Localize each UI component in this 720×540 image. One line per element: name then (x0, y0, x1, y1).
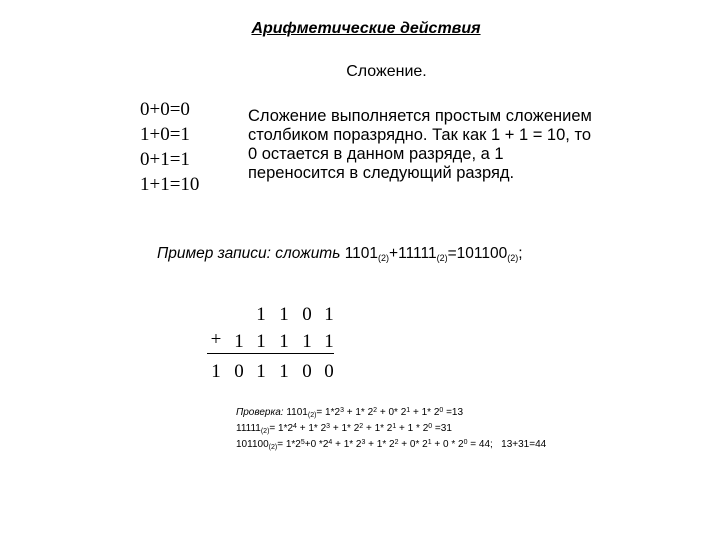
term: +0 *2 (304, 439, 329, 450)
exponent: 3 (326, 423, 331, 430)
check-label: Проверка: (236, 407, 284, 418)
exponent: 1 (406, 407, 411, 414)
rule-line: 0+0=0 (140, 99, 190, 120)
exponent: 2 (373, 407, 378, 414)
exponent: 0 (463, 439, 468, 446)
digit: 1 (256, 361, 266, 382)
term: + 0 * 2 (431, 439, 464, 450)
check-total: 13+31=44 (501, 439, 547, 450)
example-label: Пример записи: сложить (157, 245, 341, 262)
digit: 1 (302, 331, 312, 352)
rule-line: 1+0=1 (140, 124, 190, 145)
term: + 1* 2 (343, 407, 374, 418)
base-subscript: (2) (307, 412, 317, 419)
exponent: 1 (392, 423, 397, 430)
digit: 1 (324, 304, 334, 325)
digit: 1 (279, 331, 289, 352)
rule-line: 1+1=10 (140, 174, 200, 195)
term: = 1*2 (277, 439, 301, 450)
example-operand-a: 1101 (344, 245, 379, 262)
exponent: 3 (361, 439, 366, 446)
digit: 1 (279, 304, 289, 325)
check-number: 11111 (236, 423, 261, 434)
term: + 1* 2 (410, 407, 440, 418)
digit: 1 (256, 331, 266, 352)
description-text: Сложение выполняется простым сложением столбиком поразрядно. Так как 1 + 1 = 10, то 0 остается в данном разряде, а 1 переносится в следующий разряд. (248, 107, 592, 182)
base-subscript: (2) (268, 444, 278, 451)
term: = 1*2 (269, 423, 294, 434)
check-line-2 (236, 421, 546, 437)
check-line-1 (236, 405, 546, 421)
check-result: =13 (443, 407, 464, 418)
semicolon: ; (518, 245, 523, 262)
base-subscript: (2) (260, 428, 270, 435)
digit: 0 (234, 361, 244, 382)
digit: 0 (302, 361, 312, 382)
term: + 0* 2 (398, 439, 428, 450)
example-line (157, 245, 523, 263)
plus-sign: + (389, 245, 399, 262)
rule-line: 0+1=1 (140, 149, 190, 170)
addition-rules (140, 97, 199, 197)
term: + 1 * 2 (396, 423, 429, 434)
exponent: 1 (427, 439, 432, 446)
check-number: 101100 (236, 439, 269, 450)
digit: 1 (256, 304, 266, 325)
term: + 1* 2 (332, 439, 362, 450)
digit: 1 (324, 331, 334, 352)
digit: 0 (324, 361, 334, 382)
section-subtitle: Сложение. (346, 63, 427, 80)
exponent: 0 (439, 407, 444, 414)
digit: 1 (211, 361, 221, 382)
example-result: 101100 (456, 245, 508, 262)
digit: 1 (279, 361, 289, 382)
example-operand-b: 11111 (398, 245, 437, 262)
exponent: 0 (428, 423, 433, 430)
exponent: 3 (340, 407, 344, 414)
check-number: 1101 (286, 407, 308, 418)
term: + 1* 2 (363, 423, 393, 434)
base-subscript: (2) (507, 253, 519, 263)
term: + 1* 2 (365, 439, 395, 450)
exponent: 4 (293, 423, 297, 430)
exponent: 4 (328, 439, 333, 446)
term: = 1*2 (316, 407, 341, 418)
exponent: 2 (359, 423, 364, 430)
exponent: 5 (300, 439, 305, 446)
base-subscript: (2) (378, 253, 390, 263)
page-title: Арифметические действия (251, 20, 481, 37)
exponent: 2 (394, 439, 399, 446)
digit: 1 (234, 331, 244, 352)
term: + 1* 2 (296, 423, 327, 434)
term: + 0* 2 (377, 407, 407, 418)
check-result: = 44; (467, 439, 493, 450)
equals-sign: = (447, 245, 457, 262)
check-line-3 (236, 437, 546, 453)
verification-block (236, 405, 546, 453)
check-result: =31 (432, 423, 452, 434)
term: + 1* 2 (330, 423, 360, 434)
sum-divider (207, 353, 334, 354)
plus-sign: + (210, 329, 222, 350)
digit: 0 (302, 304, 312, 325)
base-subscript: (2) (436, 253, 448, 263)
